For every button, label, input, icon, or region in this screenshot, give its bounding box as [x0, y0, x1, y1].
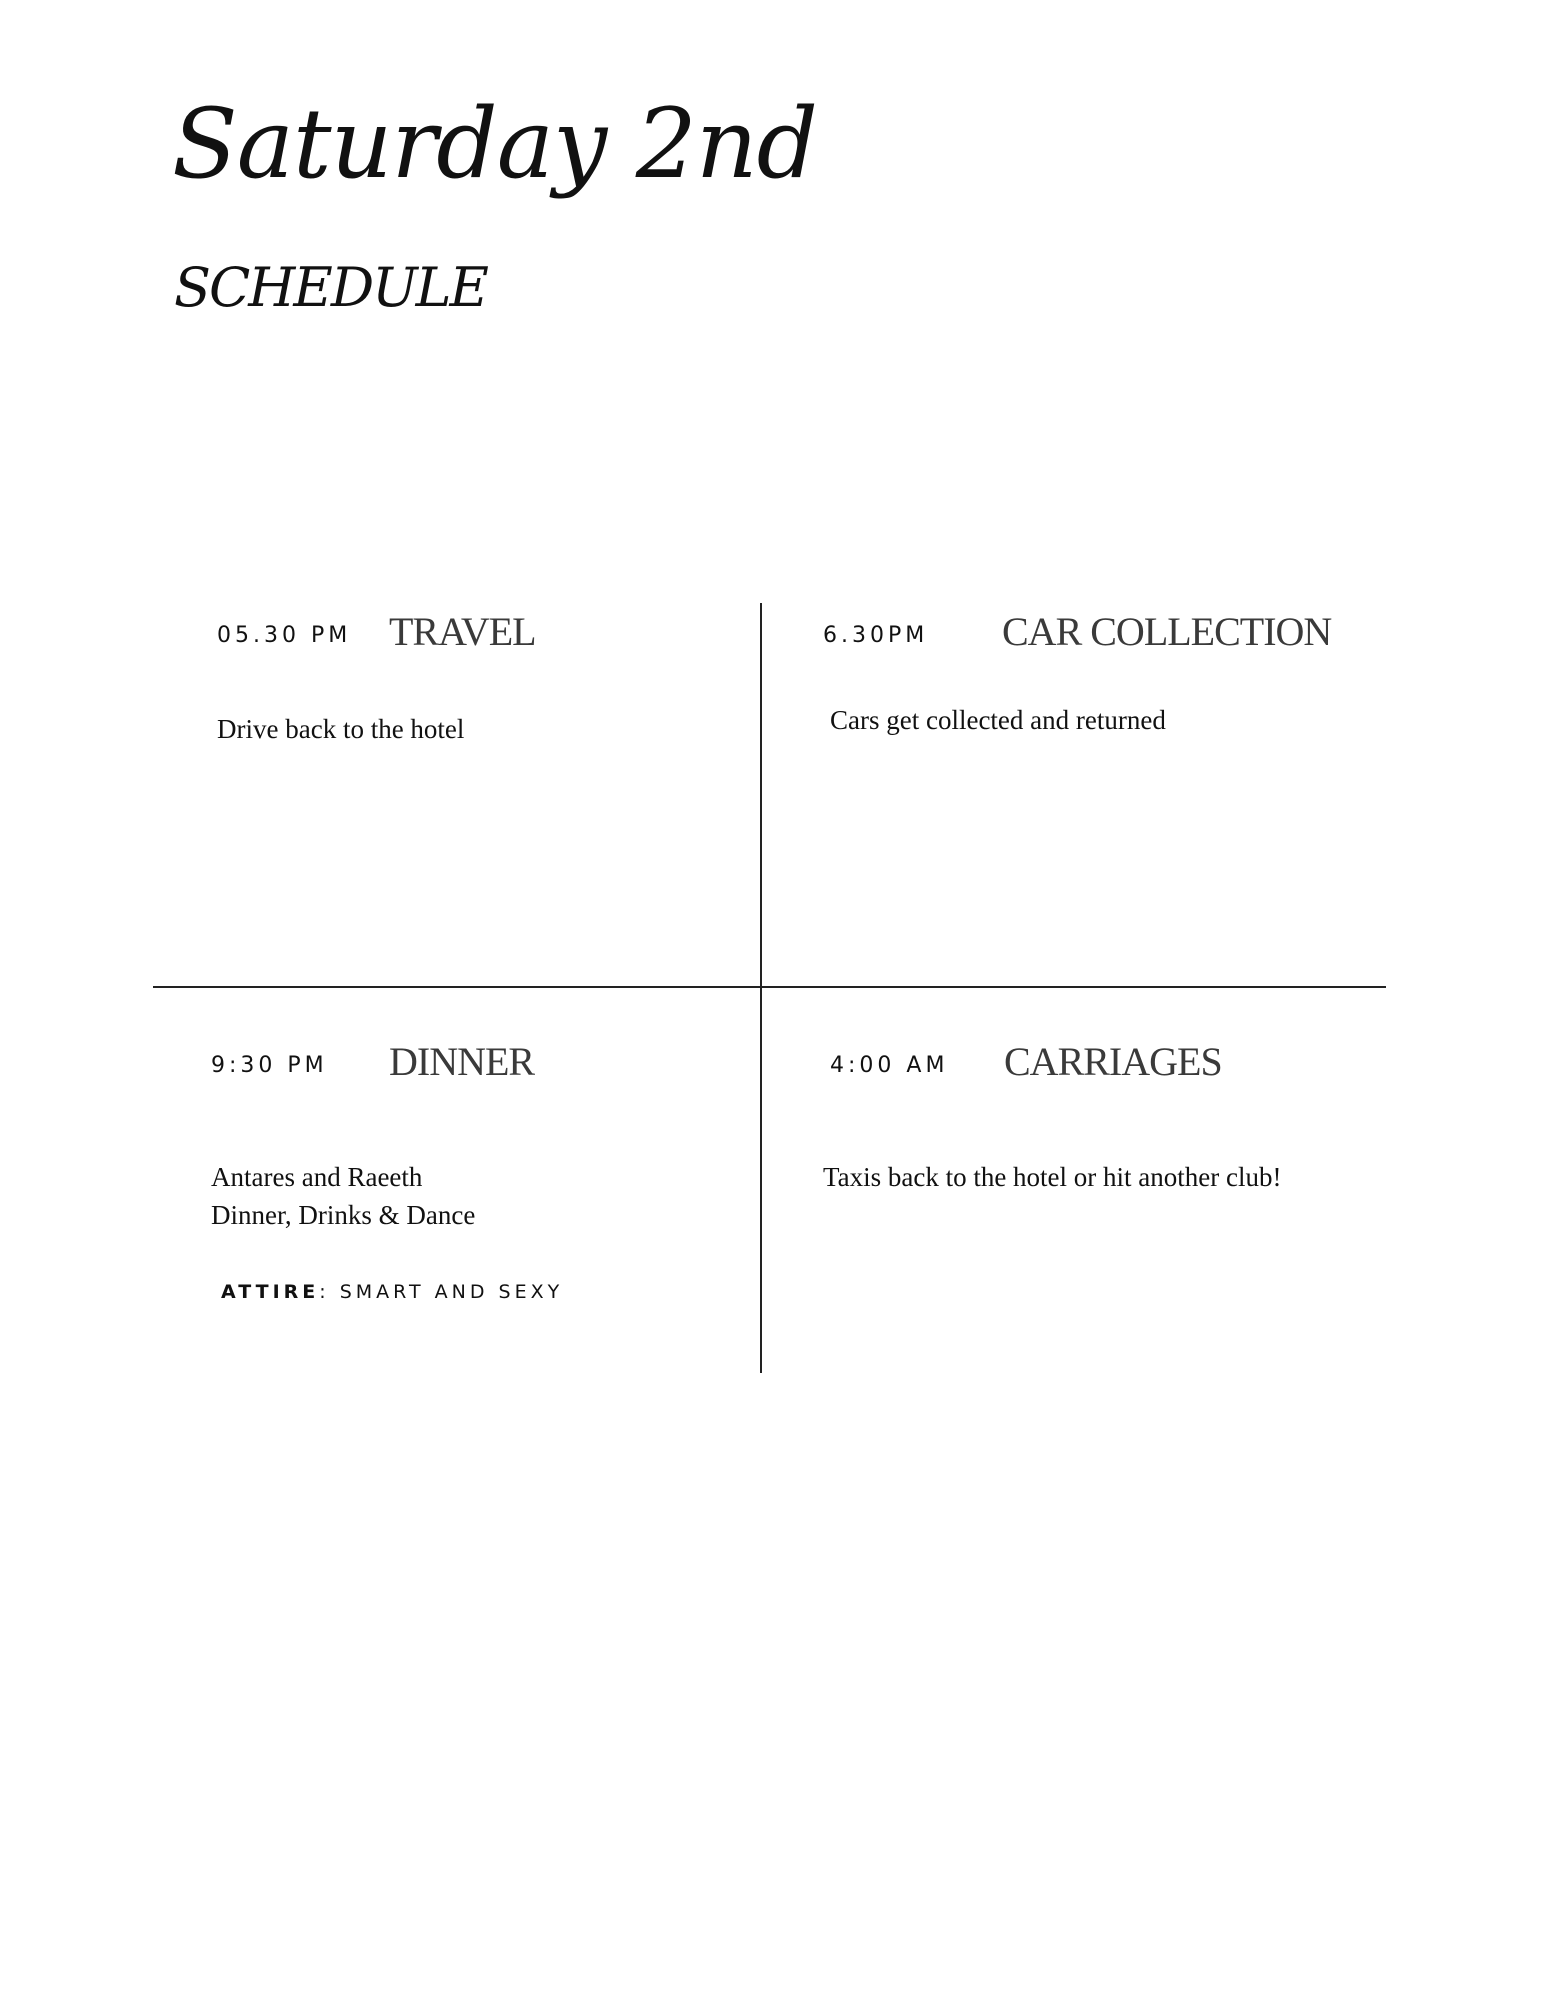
horizontal-divider	[153, 986, 1386, 988]
attire-value: : SMART AND SEXY	[319, 1281, 564, 1303]
item-description: Drive back to the hotel	[217, 714, 465, 744]
item-description: Taxis back to the hotel or hit another club!	[823, 1162, 1282, 1192]
attire-note	[221, 1281, 563, 1303]
page-subtitle: SCHEDULE	[174, 256, 487, 319]
item-description-line-1: Antares and Raeeth	[211, 1162, 423, 1192]
item-title: CAR COLLECTION	[1002, 609, 1332, 654]
page-title: Saturday 2nd	[172, 88, 818, 200]
item-time: 4:00 AM	[830, 1053, 949, 1078]
item-title: DINNER	[389, 1039, 535, 1084]
item-description: Cars get collected and returned	[830, 705, 1166, 735]
item-time: 6.30PM	[823, 623, 929, 648]
schedule-grid	[153, 603, 1386, 1373]
item-description-line-2: Dinner, Drinks & Dance	[211, 1200, 476, 1230]
item-time: 9:30 PM	[211, 1053, 328, 1078]
item-time: 05.30 PM	[217, 623, 352, 648]
attire-label: ATTIRE	[221, 1281, 320, 1303]
item-title: CARRIAGES	[1004, 1039, 1222, 1084]
vertical-divider	[760, 603, 762, 1373]
item-title: TRAVEL	[389, 609, 536, 654]
